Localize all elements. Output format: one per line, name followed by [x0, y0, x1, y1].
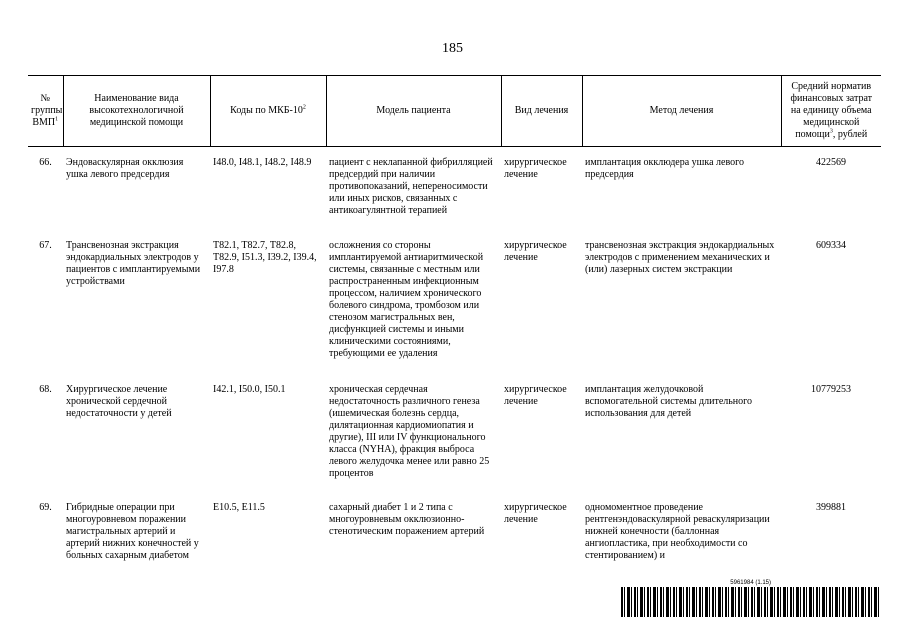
row-method: имплантация желудочковой вспомогательной системы длительного использования для детей — [585, 383, 753, 419]
row-model: осложнения со стороны имплантируемой антиаритмической системы, связанные с местным или распространенным инфекционным процессом, наличием хронического болевого синдрома, тромбозом или стенозом магистральных вен, дисфункцией системы и иными клиническими состояниями, требующими ее удаления — [329, 239, 484, 359]
row-codes: I42.1, I50.0, I50.1 — [213, 383, 286, 395]
header-method: Метод лечения — [582, 76, 781, 147]
row-treatment: хирургическое лечение — [504, 383, 567, 407]
row-name: Гибридные операции при многоуровневом поражении магистральных артерий и артерий нижних конечностей у больных сахарным диабетом — [66, 501, 199, 561]
row-number: 69. — [39, 501, 52, 513]
row-codes: T82.1, T82.7, T82.8, T82.9, I51.3, I39.2, I39.4, I97.8 — [213, 239, 317, 275]
row-treatment: хирургическое лечение — [504, 501, 567, 525]
row-model: пациент с неклапанной фибрилляцией предсердий при наличии противопоказаний, непереносимости или иных рисков, связанных с антикоагулянтной терапией — [329, 157, 493, 216]
row-name: Хирургическое лечение хронической сердечной недостаточности у детей — [66, 383, 172, 419]
row-cost: 10779253 — [811, 383, 851, 395]
table-row — [28, 234, 881, 378]
row-method: одномоментное проведение рентгенэндоваскулярной реваскуляризации нижней конечности (баллонная ангиопластика, при необходимости со стентированием) и — [585, 501, 770, 561]
header-codes: Коды по МКБ-$10^2$ — [210, 76, 326, 147]
vmp-table — [28, 75, 881, 566]
row-model: сахарный диабет 1 и 2 типа с многоуровневым окклюзионно-стенотическим поражением артерий — [329, 501, 485, 537]
row-model: хроническая сердечная недостаточность различного генеза (ишемическая болезнь сердца, дилятационная кардиомиопатия и другие), III или IV функционального класса (NYHA), фракция выброса левого желудочка менее или равно 25 процентов — [329, 383, 490, 479]
row-cost: 609334 — [816, 239, 846, 251]
row-cost: 422569 — [816, 157, 846, 168]
barcode-block — [621, 580, 881, 617]
table-row — [28, 147, 881, 234]
row-number: 66. — [39, 157, 52, 168]
row-number: 67. — [39, 239, 52, 251]
header-cost: Средний норматив финансовых затрат на единицу объема медицинской помощи$^3$, рублей — [781, 76, 881, 147]
header-treatment: Вид лечения — [501, 76, 582, 147]
row-cost: 399881 — [816, 501, 846, 513]
barcode-number: 5961984 (1.15) — [730, 580, 771, 586]
row-treatment: хирургическое лечение — [504, 239, 567, 263]
row-codes: E10.5, E11.5 — [213, 501, 265, 513]
barcode-image — [621, 587, 881, 617]
page-number: 185 — [442, 41, 463, 56]
table-header — [28, 76, 881, 147]
row-method: трансвенозная экстракция эндокардиальных электродов с применением механических и (или) лазерных систем экстракции — [585, 239, 775, 275]
row-treatment: хирургическое лечение — [504, 157, 567, 180]
row-name: Трансвенозная экстракция эндокардиальных электродов у пациентов с имплантируемыми устройствами — [66, 239, 201, 287]
header-group: № группы ВМП$^1$ — [28, 76, 63, 147]
row-name: Эндоваскулярная окклюзия ушка левого предсердия — [66, 157, 184, 180]
table-row — [28, 496, 881, 566]
row-number: 68. — [39, 383, 52, 395]
header-name: Наименование вида высокотехнологичной медицинской помощи — [63, 76, 210, 147]
header-model: Модель пациента — [326, 76, 501, 147]
row-codes: I48.0, I48.1, I48.2, I48.9 — [213, 157, 312, 168]
row-method: имплантация окклюдера ушка левого предсердия — [585, 157, 744, 180]
table-row — [28, 378, 881, 496]
